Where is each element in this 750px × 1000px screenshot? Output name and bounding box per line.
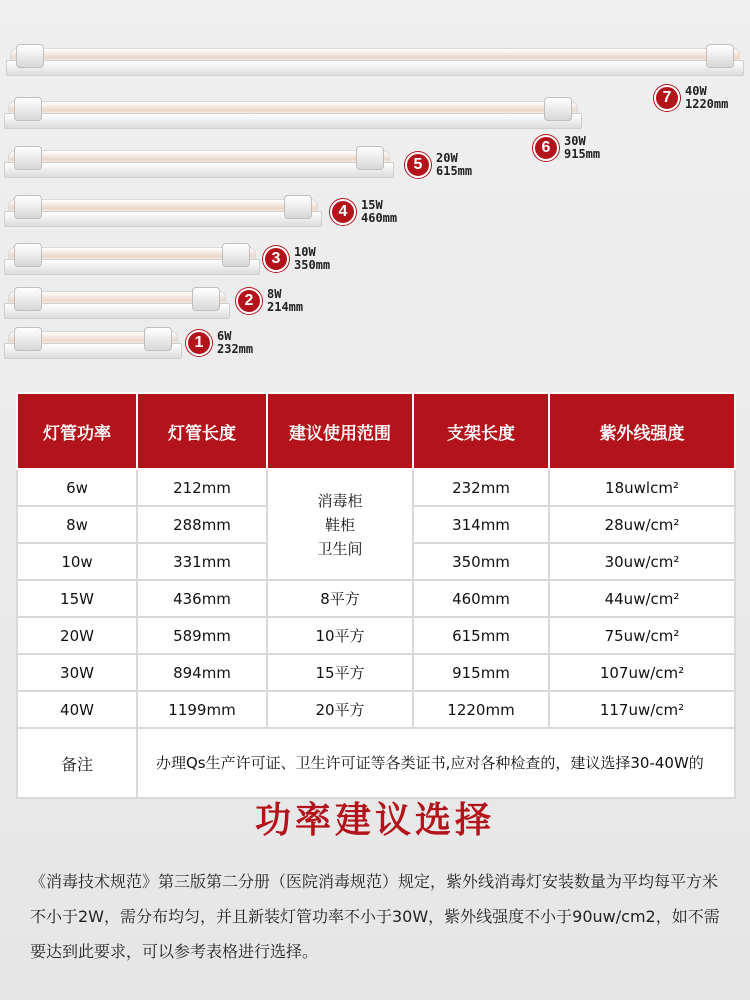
lamp-30w xyxy=(8,97,578,127)
scope-line: 鞋柜 xyxy=(324,515,355,534)
cell-uv: 117uw/cm² xyxy=(549,691,735,728)
lamp-tag-2 xyxy=(236,288,303,314)
cell-uv: 107uw/cm² xyxy=(549,654,735,691)
lamp-tag-1 xyxy=(186,330,253,356)
lamp-power: 10W xyxy=(294,245,316,259)
header-scope: 建议使用范围 xyxy=(267,393,413,469)
lamp-length: 214mm xyxy=(267,300,304,314)
spec-table xyxy=(16,392,736,799)
cell-scope: 8平方 xyxy=(267,580,413,617)
lamp-6w xyxy=(8,327,178,357)
cell-scope: 15平方 xyxy=(267,654,413,691)
cell-uv: 28uw/cm² xyxy=(549,506,735,543)
lamp-number-badge: 2 xyxy=(236,288,262,314)
lamp-power: 8W xyxy=(267,287,282,301)
cell-tube-length: 436mm xyxy=(137,580,267,617)
lamp-number-badge: 3 xyxy=(263,246,289,272)
table-row xyxy=(17,654,735,691)
table-note-row xyxy=(17,728,735,798)
lamp-power: 40W xyxy=(685,84,707,98)
cell-power: 20W xyxy=(17,617,137,654)
header-uv-intensity: 紫外线强度 xyxy=(549,393,735,469)
scope-line: 消毒柜 xyxy=(317,491,363,510)
cell-tube-length: 212mm xyxy=(137,469,267,506)
cell-uv: 30uw/cm² xyxy=(549,543,735,580)
header-tube-length: 灯管长度 xyxy=(137,393,267,469)
lamp-number-badge: 4 xyxy=(330,199,356,225)
note-label: 备注 xyxy=(17,728,137,798)
cell-power: 40W xyxy=(17,691,137,728)
cell-power: 6w xyxy=(17,469,137,506)
lamp-tag-3 xyxy=(263,246,330,272)
lamp-length: 615mm xyxy=(436,164,473,178)
lamp-8w xyxy=(8,287,226,317)
header-bracket-length: 支架长度 xyxy=(413,393,549,469)
cell-power: 10w xyxy=(17,543,137,580)
lamp-20w xyxy=(8,146,390,176)
cell-scope-merged xyxy=(267,469,413,580)
table-row xyxy=(17,580,735,617)
cell-tube-length: 1199mm xyxy=(137,691,267,728)
lamp-power: 6W xyxy=(217,329,232,343)
cell-tube-length: 894mm xyxy=(137,654,267,691)
cell-bracket-length: 1220mm xyxy=(413,691,549,728)
lamp-number-badge: 1 xyxy=(186,330,212,356)
lamp-length: 1220mm xyxy=(685,97,729,111)
cell-tube-length: 288mm xyxy=(137,506,267,543)
cell-uv: 75uw/cm² xyxy=(549,617,735,654)
lamp-tag-6 xyxy=(533,135,600,161)
cell-power: 30W xyxy=(17,654,137,691)
cell-bracket-length: 314mm xyxy=(413,506,549,543)
cell-bracket-length: 350mm xyxy=(413,543,549,580)
note-text: 办理Qs生产许可证、卫生许可证等各类证书,应对各种检查的，建议选择30-40W的 xyxy=(137,728,735,798)
table-row xyxy=(17,617,735,654)
cell-uv: 44uw/cm² xyxy=(549,580,735,617)
lamp-length: 232mm xyxy=(217,342,254,356)
section-title: 功率建议选择 xyxy=(254,799,495,841)
cell-uv: 18uwlcm² xyxy=(549,469,735,506)
regulation-paragraph: 《消毒技术规范》第三版第二分册（医院消毒规范）规定，紫外线消毒灯安装数量为平均每平方米不小于2W，需分布均匀，并且新装灯管功率不小于30W，紫外线强度不小于90uw/cm2，如不需要达到此要求，可以参考表格进行选择。 xyxy=(30,872,720,961)
cell-scope: 20平方 xyxy=(267,691,413,728)
lamp-power: 15W xyxy=(361,198,383,212)
lamp-40w xyxy=(10,44,740,74)
cell-bracket-length: 460mm xyxy=(413,580,549,617)
lamp-length: 915mm xyxy=(564,147,601,161)
lamp-tag-5 xyxy=(405,152,472,178)
lamp-number-badge: 7 xyxy=(654,85,680,111)
lamp-length: 350mm xyxy=(294,258,331,272)
scope-line: 卫生间 xyxy=(317,539,363,558)
lamp-10w xyxy=(8,243,256,273)
table-header-row xyxy=(17,393,735,469)
table-row xyxy=(17,469,735,506)
table-row xyxy=(17,691,735,728)
cell-tube-length: 331mm xyxy=(137,543,267,580)
cell-scope: 10平方 xyxy=(267,617,413,654)
cell-bracket-length: 915mm xyxy=(413,654,549,691)
lamp-15w xyxy=(8,195,318,225)
lamp-number-badge: 5 xyxy=(405,152,431,178)
lamp-power: 20W xyxy=(436,151,458,165)
cell-tube-length: 589mm xyxy=(137,617,267,654)
lamp-power: 30W xyxy=(564,134,586,148)
lamp-tag-4 xyxy=(330,199,397,225)
cell-power: 8w xyxy=(17,506,137,543)
lamp-tag-7 xyxy=(654,85,728,111)
lamp-number-badge: 6 xyxy=(533,135,559,161)
lamp-length: 460mm xyxy=(361,211,398,225)
cell-bracket-length: 232mm xyxy=(413,469,549,506)
header-power: 灯管功率 xyxy=(17,393,137,469)
cell-bracket-length: 615mm xyxy=(413,617,549,654)
cell-power: 15W xyxy=(17,580,137,617)
